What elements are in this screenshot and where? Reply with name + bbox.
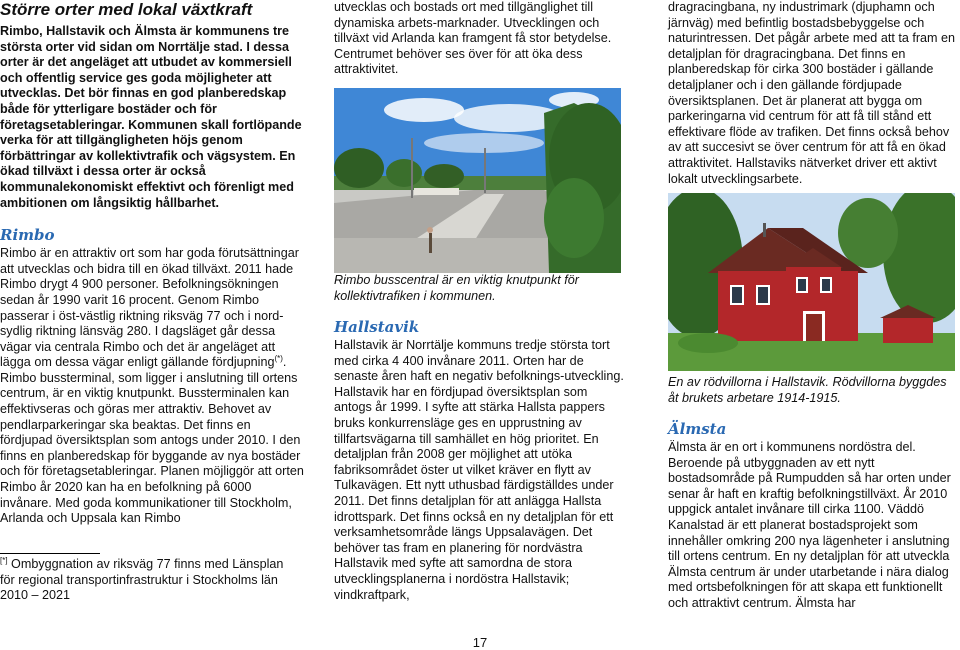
footnote-divider bbox=[0, 553, 100, 554]
hallstavik-heading: Hallstavik bbox=[334, 318, 420, 336]
rimbo-heading: Rimbo bbox=[0, 226, 55, 245]
red-villa-illustration bbox=[668, 193, 955, 371]
hallstavik-section bbox=[334, 318, 624, 603]
rimbo-photo-caption: Rimbo busscentral är en viktig knutpunkt för kollektivtrafiken i kommunen. bbox=[334, 273, 579, 303]
red-villa-photo bbox=[668, 193, 955, 371]
footnote-reference[interactable]: (*) bbox=[274, 354, 283, 364]
bus-station-illustration bbox=[334, 88, 621, 273]
villa-photo-caption: En av rödvillorna i Hallstavik. Rödvillorna byggdes åt brukets arbetare 1914-1915. bbox=[668, 375, 947, 405]
rimbo-text-part1: Rimbo är en attraktiv ort som har goda förutsättningar att utvecklas och bidra till en ökad tillväxt. 2011 hade Rimbo drygt 4 900 personer. Befolkningsökningen sedan år 1990 varit 16 procent. Genom Rimbo passerar i öst-västlig riktning riksväg 77 och i nord-sydlig riktning länsväg 280. I dagsläget går dessa vägar via centrala Rimbo och det är angeläget att lägga om dessa vägar enligt gällande fördjupning bbox=[0, 246, 299, 370]
almsta-section bbox=[668, 420, 960, 612]
footnote-text: Ombyggnation av riksväg 77 finns med Länsplan för regional transportinfrastruktur i Stockholms län 2010 – 2021 bbox=[0, 557, 284, 603]
rimbo-paragraph bbox=[0, 246, 305, 527]
intro-paragraph: Rimbo, Hallstavik och Älmsta är kommunens tre största orter vid sidan om Norrtälje stad. I dessa orter är det angeläget att utbudet av kommersiell och offentlig service ges goda möjligheter att utvecklas. Det bör finnas en god planberedskap både för ytterligare bostäder och för företagsetableringar. Kommunen skall fortlöpande verka för att tillgängligheten höjs genom förbättringar av kollektivtrafik och vägsystem. En ökad tillväxt i dessa orter är också kommunalekonomiskt effektivt och förenligt med ambitionen om långsiktig hållbarhet. bbox=[0, 24, 302, 210]
footnote-marker: [*] bbox=[0, 555, 8, 565]
page-number: 17 bbox=[472, 635, 488, 650]
rimbo-continuation: utvecklas och bostads ort med tillgänglighet till dynamiska arbets-marknader. Utvecklingen och tillväxt vid Arlanda kan framgent få stor betydelse. Centrumet behöver ses över för att öka dess attraktivitet. bbox=[334, 0, 612, 77]
almsta-paragraph: Älmsta är en ort i kommunens nordöstra del. Beroende på utbyggnaden av ett nytt bostadsområde på Rumpudden så har orten under senar år haft en kraftig befolkningstillväxt. År 2010 uppgick antalet invånare till cirka 1100. Väddö Kanalstad är ett planerat bostadsprojekt som innehåller omkring 200 nya lägenheter i anslutning till ortens centrum. En ny detaljplan för att utveckla Älmsta centrum är under utarbetande i nära dialog med ortsbefolkningen för att skapa ett funktionellt och attraktivt centrum. Älmsta har bbox=[668, 440, 951, 610]
hallstavik-paragraph: Hallstavik är Norrtälje kommuns tredje största tort med cirka 4 400 invånare 2011. Orten har de senaste åren haft en negativ befolknings-utveckling. Hallstavik har en fördjupad översiktsplan som antogs år 1999. I syfte att stärka Hallsta pappers bruks konkurrensläge ges en upprustning av tillfartsvägarna till samhället en hög prioritet. En detaljplan från 2008 ger möjlighet att utöka fabriksområdet öster ut vilket kräver en flytt av Tulkavägen. Ett nytt uthusbad färdigställdes under 2011. Det finns detaljplan för att anlägga Hallsta idrottspark. Det finns också en ny detaljplan för ett verksamhetsområde längs Uppsalavägen. Det behöver tas fram en planering för nordvästra Hallstavik med syfte att samordna de stora utvecklingsplanerna i nordöstra Hallstavik; vindkraftpark, bbox=[334, 338, 624, 602]
column-right bbox=[668, 0, 960, 187]
column-middle bbox=[334, 0, 634, 78]
footnote bbox=[0, 557, 290, 604]
page-title: Större orter med lokal växtkraft bbox=[0, 0, 253, 19]
rimbo-bus-station-photo bbox=[334, 88, 621, 273]
hallstavik-continuation: dragracingbana, ny industrimark (djuphamn och järnväg) med befintlig bostadsbebyggelse och naturintressen. Det pågår arbete med att ta fram en detaljplan för dragracingbana. Det finns en planberedskap för cirka 300 bostäder i gällande detaljplaner och i den gällande fördjupade översiktsplanen. Det är planerat att bygga om parkeringarna vid centrum för att få till stånd ett effektivare flöde av trafiken. Det finns också behov av att succesivt se över centrum för att få en ökad attraktivitet. Hallstaviks nätverket driver ett aktivt lokalt utvecklingsarbete. bbox=[668, 0, 956, 186]
column-left bbox=[0, 0, 305, 527]
rimbo-text-part2: . Rimbo bussterminal, som ligger i anslutning till ortens centrum, är en viktig knutpunkt. Bussterminalen kan effektivseras och göras mer attraktiv. Behovet av pendlarparkeringar ska beaktas. Det finns en fördjupad översiktsplan som antogs under 2010. I den finns en planberedskap för byggande av nya bostäder och för företagsetableringar. Planen möjliggör att orten Rimbo år 2020 kan ha en befolkning på 6000 invånare. Med goda kommunikationer till Stockholm, Arlanda och Uppsala kan Rimbo bbox=[0, 355, 304, 526]
almsta-heading: Älmsta bbox=[668, 420, 727, 438]
